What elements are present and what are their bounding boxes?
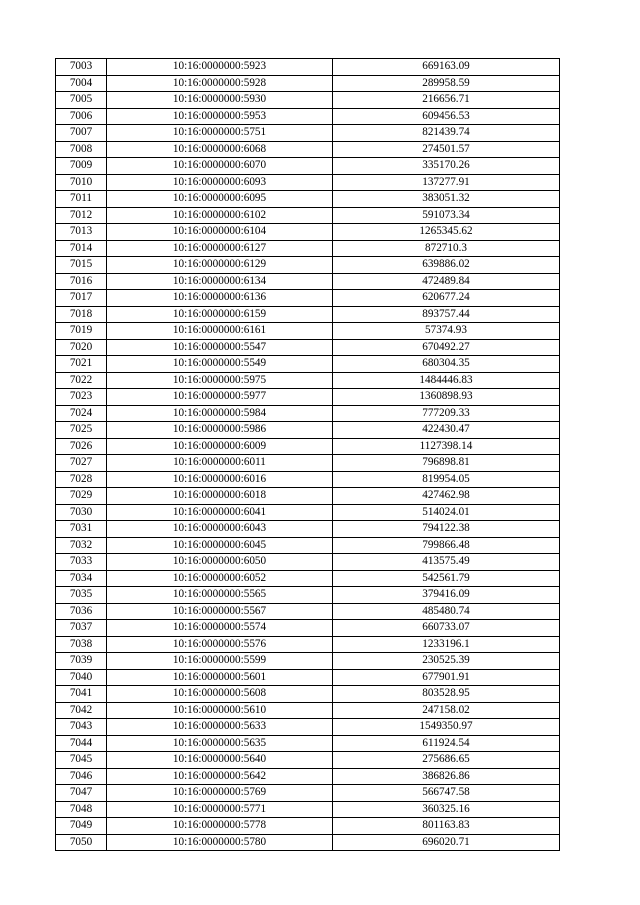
cadastral-number-cell: 10:16:0000000:6041	[107, 504, 333, 521]
table-row	[56, 356, 560, 373]
cadastral-value-cell: 799866.48	[333, 537, 560, 554]
cadastral-value-cell: 669163.09	[333, 59, 560, 76]
cadastral-number-cell: 10:16:0000000:5984	[107, 405, 333, 422]
row-number-cell: 7039	[56, 653, 107, 670]
row-number-cell: 7042	[56, 702, 107, 719]
cadastral-number-cell: 10:16:0000000:5780	[107, 834, 333, 851]
row-number-cell: 7016	[56, 273, 107, 290]
cadastral-value-cell: 819954.05	[333, 471, 560, 488]
cadastral-number-cell: 10:16:0000000:5610	[107, 702, 333, 719]
row-number-cell: 7026	[56, 438, 107, 455]
cadastral-value-cell: 1265345.62	[333, 224, 560, 241]
cadastral-value-cell: 485480.74	[333, 603, 560, 620]
cadastral-value-cell: 803528.95	[333, 686, 560, 703]
cadastral-number-cell: 10:16:0000000:5769	[107, 785, 333, 802]
cadastral-number-cell: 10:16:0000000:5751	[107, 125, 333, 142]
cadastral-value-cell: 422430.47	[333, 422, 560, 439]
row-number-cell: 7017	[56, 290, 107, 307]
row-number-cell: 7050	[56, 834, 107, 851]
cadastral-number-cell: 10:16:0000000:5928	[107, 75, 333, 92]
row-number-cell: 7005	[56, 92, 107, 109]
table-row	[56, 438, 560, 455]
cadastral-value-cell: 801163.83	[333, 818, 560, 835]
cadastral-number-cell: 10:16:0000000:5633	[107, 719, 333, 736]
cadastral-number-cell: 10:16:0000000:6127	[107, 240, 333, 257]
cadastral-value-cell: 427462.98	[333, 488, 560, 505]
row-number-cell: 7036	[56, 603, 107, 620]
table-row	[56, 521, 560, 538]
cadastral-number-cell: 10:16:0000000:5599	[107, 653, 333, 670]
cadastral-number-cell: 10:16:0000000:5547	[107, 339, 333, 356]
row-number-cell: 7040	[56, 669, 107, 686]
row-number-cell: 7011	[56, 191, 107, 208]
cadastral-number-cell: 10:16:0000000:5771	[107, 801, 333, 818]
cadastral-number-cell: 10:16:0000000:6052	[107, 570, 333, 587]
row-number-cell: 7020	[56, 339, 107, 356]
table-row	[56, 785, 560, 802]
table-row	[56, 587, 560, 604]
row-number-cell: 7031	[56, 521, 107, 538]
row-number-cell: 7023	[56, 389, 107, 406]
cadastral-value-cell: 893757.44	[333, 306, 560, 323]
row-number-cell: 7018	[56, 306, 107, 323]
row-number-cell: 7009	[56, 158, 107, 175]
cadastral-value-cell: 335170.26	[333, 158, 560, 175]
table-row	[56, 603, 560, 620]
cadastral-number-cell: 10:16:0000000:5576	[107, 636, 333, 653]
row-number-cell: 7044	[56, 735, 107, 752]
row-number-cell: 7012	[56, 207, 107, 224]
cadastral-number-cell: 10:16:0000000:6161	[107, 323, 333, 340]
table-row	[56, 372, 560, 389]
cadastral-value-cell: 137277.91	[333, 174, 560, 191]
table-row	[56, 570, 560, 587]
row-number-cell: 7048	[56, 801, 107, 818]
cadastral-value-table	[55, 58, 560, 851]
row-number-cell: 7033	[56, 554, 107, 571]
table-row	[56, 537, 560, 554]
cadastral-number-cell: 10:16:0000000:5642	[107, 768, 333, 785]
table-row	[56, 323, 560, 340]
row-number-cell: 7008	[56, 141, 107, 158]
cadastral-value-cell: 872710.3	[333, 240, 560, 257]
cadastral-number-cell: 10:16:0000000:6136	[107, 290, 333, 307]
cadastral-number-cell: 10:16:0000000:6093	[107, 174, 333, 191]
cadastral-number-cell: 10:16:0000000:6016	[107, 471, 333, 488]
table-row	[56, 471, 560, 488]
cadastral-number-cell: 10:16:0000000:6070	[107, 158, 333, 175]
table-row	[56, 59, 560, 76]
table-row	[56, 554, 560, 571]
cadastral-value-cell: 660733.07	[333, 620, 560, 637]
cadastral-number-cell: 10:16:0000000:5975	[107, 372, 333, 389]
row-number-cell: 7037	[56, 620, 107, 637]
row-number-cell: 7014	[56, 240, 107, 257]
row-number-cell: 7024	[56, 405, 107, 422]
cadastral-number-cell: 10:16:0000000:5635	[107, 735, 333, 752]
cadastral-value-cell: 696020.71	[333, 834, 560, 851]
row-number-cell: 7004	[56, 75, 107, 92]
cadastral-value-cell: 1360898.93	[333, 389, 560, 406]
table-row	[56, 141, 560, 158]
row-number-cell: 7035	[56, 587, 107, 604]
table-body	[56, 59, 560, 851]
table-row	[56, 389, 560, 406]
table-row	[56, 158, 560, 175]
cadastral-value-cell: 591073.34	[333, 207, 560, 224]
cadastral-value-cell: 230525.39	[333, 653, 560, 670]
table-row	[56, 686, 560, 703]
table-row	[56, 339, 560, 356]
table-row	[56, 504, 560, 521]
row-number-cell: 7019	[56, 323, 107, 340]
cadastral-value-cell: 247158.02	[333, 702, 560, 719]
row-number-cell: 7021	[56, 356, 107, 373]
cadastral-value-cell: 1127398.14	[333, 438, 560, 455]
cadastral-number-cell: 10:16:0000000:6104	[107, 224, 333, 241]
cadastral-number-cell: 10:16:0000000:6095	[107, 191, 333, 208]
cadastral-value-cell: 379416.09	[333, 587, 560, 604]
cadastral-number-cell: 10:16:0000000:5778	[107, 818, 333, 835]
cadastral-value-cell: 670492.27	[333, 339, 560, 356]
table-row	[56, 834, 560, 851]
cadastral-value-cell: 383051.32	[333, 191, 560, 208]
table-row	[56, 75, 560, 92]
cadastral-value-cell: 777209.33	[333, 405, 560, 422]
row-number-cell: 7029	[56, 488, 107, 505]
table-row	[56, 752, 560, 769]
table-row	[56, 653, 560, 670]
cadastral-number-cell: 10:16:0000000:5923	[107, 59, 333, 76]
cadastral-value-cell: 794122.38	[333, 521, 560, 538]
row-number-cell: 7038	[56, 636, 107, 653]
cadastral-value-cell: 639886.02	[333, 257, 560, 274]
row-number-cell: 7010	[56, 174, 107, 191]
cadastral-value-cell: 1549350.97	[333, 719, 560, 736]
row-number-cell: 7006	[56, 108, 107, 125]
cadastral-number-cell: 10:16:0000000:6045	[107, 537, 333, 554]
cadastral-value-cell: 216656.71	[333, 92, 560, 109]
cadastral-number-cell: 10:16:0000000:6043	[107, 521, 333, 538]
cadastral-number-cell: 10:16:0000000:6068	[107, 141, 333, 158]
row-number-cell: 7047	[56, 785, 107, 802]
cadastral-value-cell: 677901.91	[333, 669, 560, 686]
table-row	[56, 290, 560, 307]
row-number-cell: 7043	[56, 719, 107, 736]
table-row	[56, 620, 560, 637]
cadastral-value-cell: 275686.65	[333, 752, 560, 769]
table-row	[56, 735, 560, 752]
row-number-cell: 7007	[56, 125, 107, 142]
row-number-cell: 7003	[56, 59, 107, 76]
cadastral-value-cell: 796898.81	[333, 455, 560, 472]
table-row	[56, 257, 560, 274]
row-number-cell: 7025	[56, 422, 107, 439]
table-row	[56, 422, 560, 439]
table-row	[56, 108, 560, 125]
cadastral-value-cell: 413575.49	[333, 554, 560, 571]
table-row	[56, 191, 560, 208]
table-row	[56, 636, 560, 653]
cadastral-number-cell: 10:16:0000000:5986	[107, 422, 333, 439]
cadastral-number-cell: 10:16:0000000:5567	[107, 603, 333, 620]
table-row	[56, 818, 560, 835]
cadastral-number-cell: 10:16:0000000:6129	[107, 257, 333, 274]
cadastral-value-cell: 609456.53	[333, 108, 560, 125]
table-row	[56, 719, 560, 736]
cadastral-value-cell: 386826.86	[333, 768, 560, 785]
row-number-cell: 7013	[56, 224, 107, 241]
cadastral-value-cell: 514024.01	[333, 504, 560, 521]
cadastral-number-cell: 10:16:0000000:5574	[107, 620, 333, 637]
cadastral-value-cell: 611924.54	[333, 735, 560, 752]
cadastral-number-cell: 10:16:0000000:6102	[107, 207, 333, 224]
table-row	[56, 306, 560, 323]
row-number-cell: 7015	[56, 257, 107, 274]
cadastral-number-cell: 10:16:0000000:6011	[107, 455, 333, 472]
table-row	[56, 125, 560, 142]
row-number-cell: 7022	[56, 372, 107, 389]
table-row	[56, 240, 560, 257]
cadastral-value-cell: 566747.58	[333, 785, 560, 802]
row-number-cell: 7030	[56, 504, 107, 521]
cadastral-number-cell: 10:16:0000000:6009	[107, 438, 333, 455]
row-number-cell: 7046	[56, 768, 107, 785]
row-number-cell: 7028	[56, 471, 107, 488]
cadastral-number-cell: 10:16:0000000:5953	[107, 108, 333, 125]
table-row	[56, 455, 560, 472]
cadastral-number-cell: 10:16:0000000:5565	[107, 587, 333, 604]
cadastral-number-cell: 10:16:0000000:5549	[107, 356, 333, 373]
cadastral-value-cell: 360325.16	[333, 801, 560, 818]
table-row	[56, 801, 560, 818]
cadastral-value-cell: 542561.79	[333, 570, 560, 587]
cadastral-number-cell: 10:16:0000000:6134	[107, 273, 333, 290]
row-number-cell: 7045	[56, 752, 107, 769]
cadastral-number-cell: 10:16:0000000:5640	[107, 752, 333, 769]
table-row	[56, 405, 560, 422]
row-number-cell: 7034	[56, 570, 107, 587]
table-row	[56, 488, 560, 505]
cadastral-number-cell: 10:16:0000000:6018	[107, 488, 333, 505]
cadastral-value-cell: 821439.74	[333, 125, 560, 142]
cadastral-number-cell: 10:16:0000000:5601	[107, 669, 333, 686]
cadastral-value-cell: 472489.84	[333, 273, 560, 290]
table-row	[56, 273, 560, 290]
cadastral-value-cell: 680304.35	[333, 356, 560, 373]
table-row	[56, 669, 560, 686]
cadastral-value-cell: 274501.57	[333, 141, 560, 158]
row-number-cell: 7027	[56, 455, 107, 472]
table-row	[56, 768, 560, 785]
cadastral-number-cell: 10:16:0000000:5608	[107, 686, 333, 703]
cadastral-value-cell: 57374.93	[333, 323, 560, 340]
cadastral-value-cell: 1484446.83	[333, 372, 560, 389]
cadastral-number-cell: 10:16:0000000:5930	[107, 92, 333, 109]
cadastral-number-cell: 10:16:0000000:6050	[107, 554, 333, 571]
table-row	[56, 224, 560, 241]
cadastral-value-cell: 289958.59	[333, 75, 560, 92]
table-row	[56, 702, 560, 719]
table-row	[56, 207, 560, 224]
table-row	[56, 92, 560, 109]
row-number-cell: 7041	[56, 686, 107, 703]
cadastral-value-cell: 620677.24	[333, 290, 560, 307]
cadastral-number-cell: 10:16:0000000:5977	[107, 389, 333, 406]
cadastral-value-cell: 1233196.1	[333, 636, 560, 653]
row-number-cell: 7032	[56, 537, 107, 554]
cadastral-number-cell: 10:16:0000000:6159	[107, 306, 333, 323]
table-row	[56, 174, 560, 191]
row-number-cell: 7049	[56, 818, 107, 835]
